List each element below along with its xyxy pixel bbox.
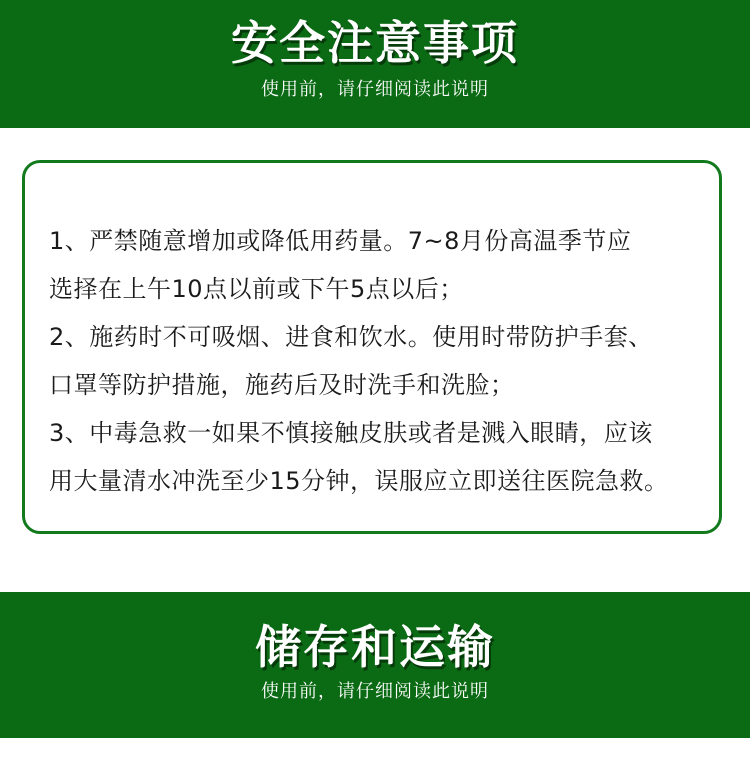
notice-line-6: 用大量清水冲洗至少15分钟，误服应立即送往医院急救。: [49, 467, 669, 495]
notice-line-4: 口罩等防护措施，施药后及时洗手和洗脸；: [49, 371, 515, 399]
safety-notice-list: [49, 217, 709, 505]
storage-header-banner: [0, 592, 750, 738]
notice-line-1: 1、严禁随意增加或降低用药量。7~8月份高温季节应: [49, 227, 632, 255]
safety-title: 安全注意事项: [231, 16, 519, 70]
storage-title: 储存和运输: [255, 620, 495, 674]
storage-subtitle: 使用前，请仔细阅读此说明: [261, 681, 489, 702]
notice-line-2: 选择在上午10点以前或下午5点以后；: [49, 275, 464, 303]
safety-notice-box: [22, 160, 722, 534]
safety-subtitle: 使用前，请仔细阅读此说明: [261, 79, 489, 100]
safety-header-banner: [0, 0, 750, 128]
notice-line-5: 3、中毒急救一如果不慎接触皮肤或者是溅入眼睛，应该: [49, 419, 653, 447]
notice-line-3: 2、施药时不可吸烟、进食和饮水。使用时带防护手套、: [49, 323, 653, 351]
